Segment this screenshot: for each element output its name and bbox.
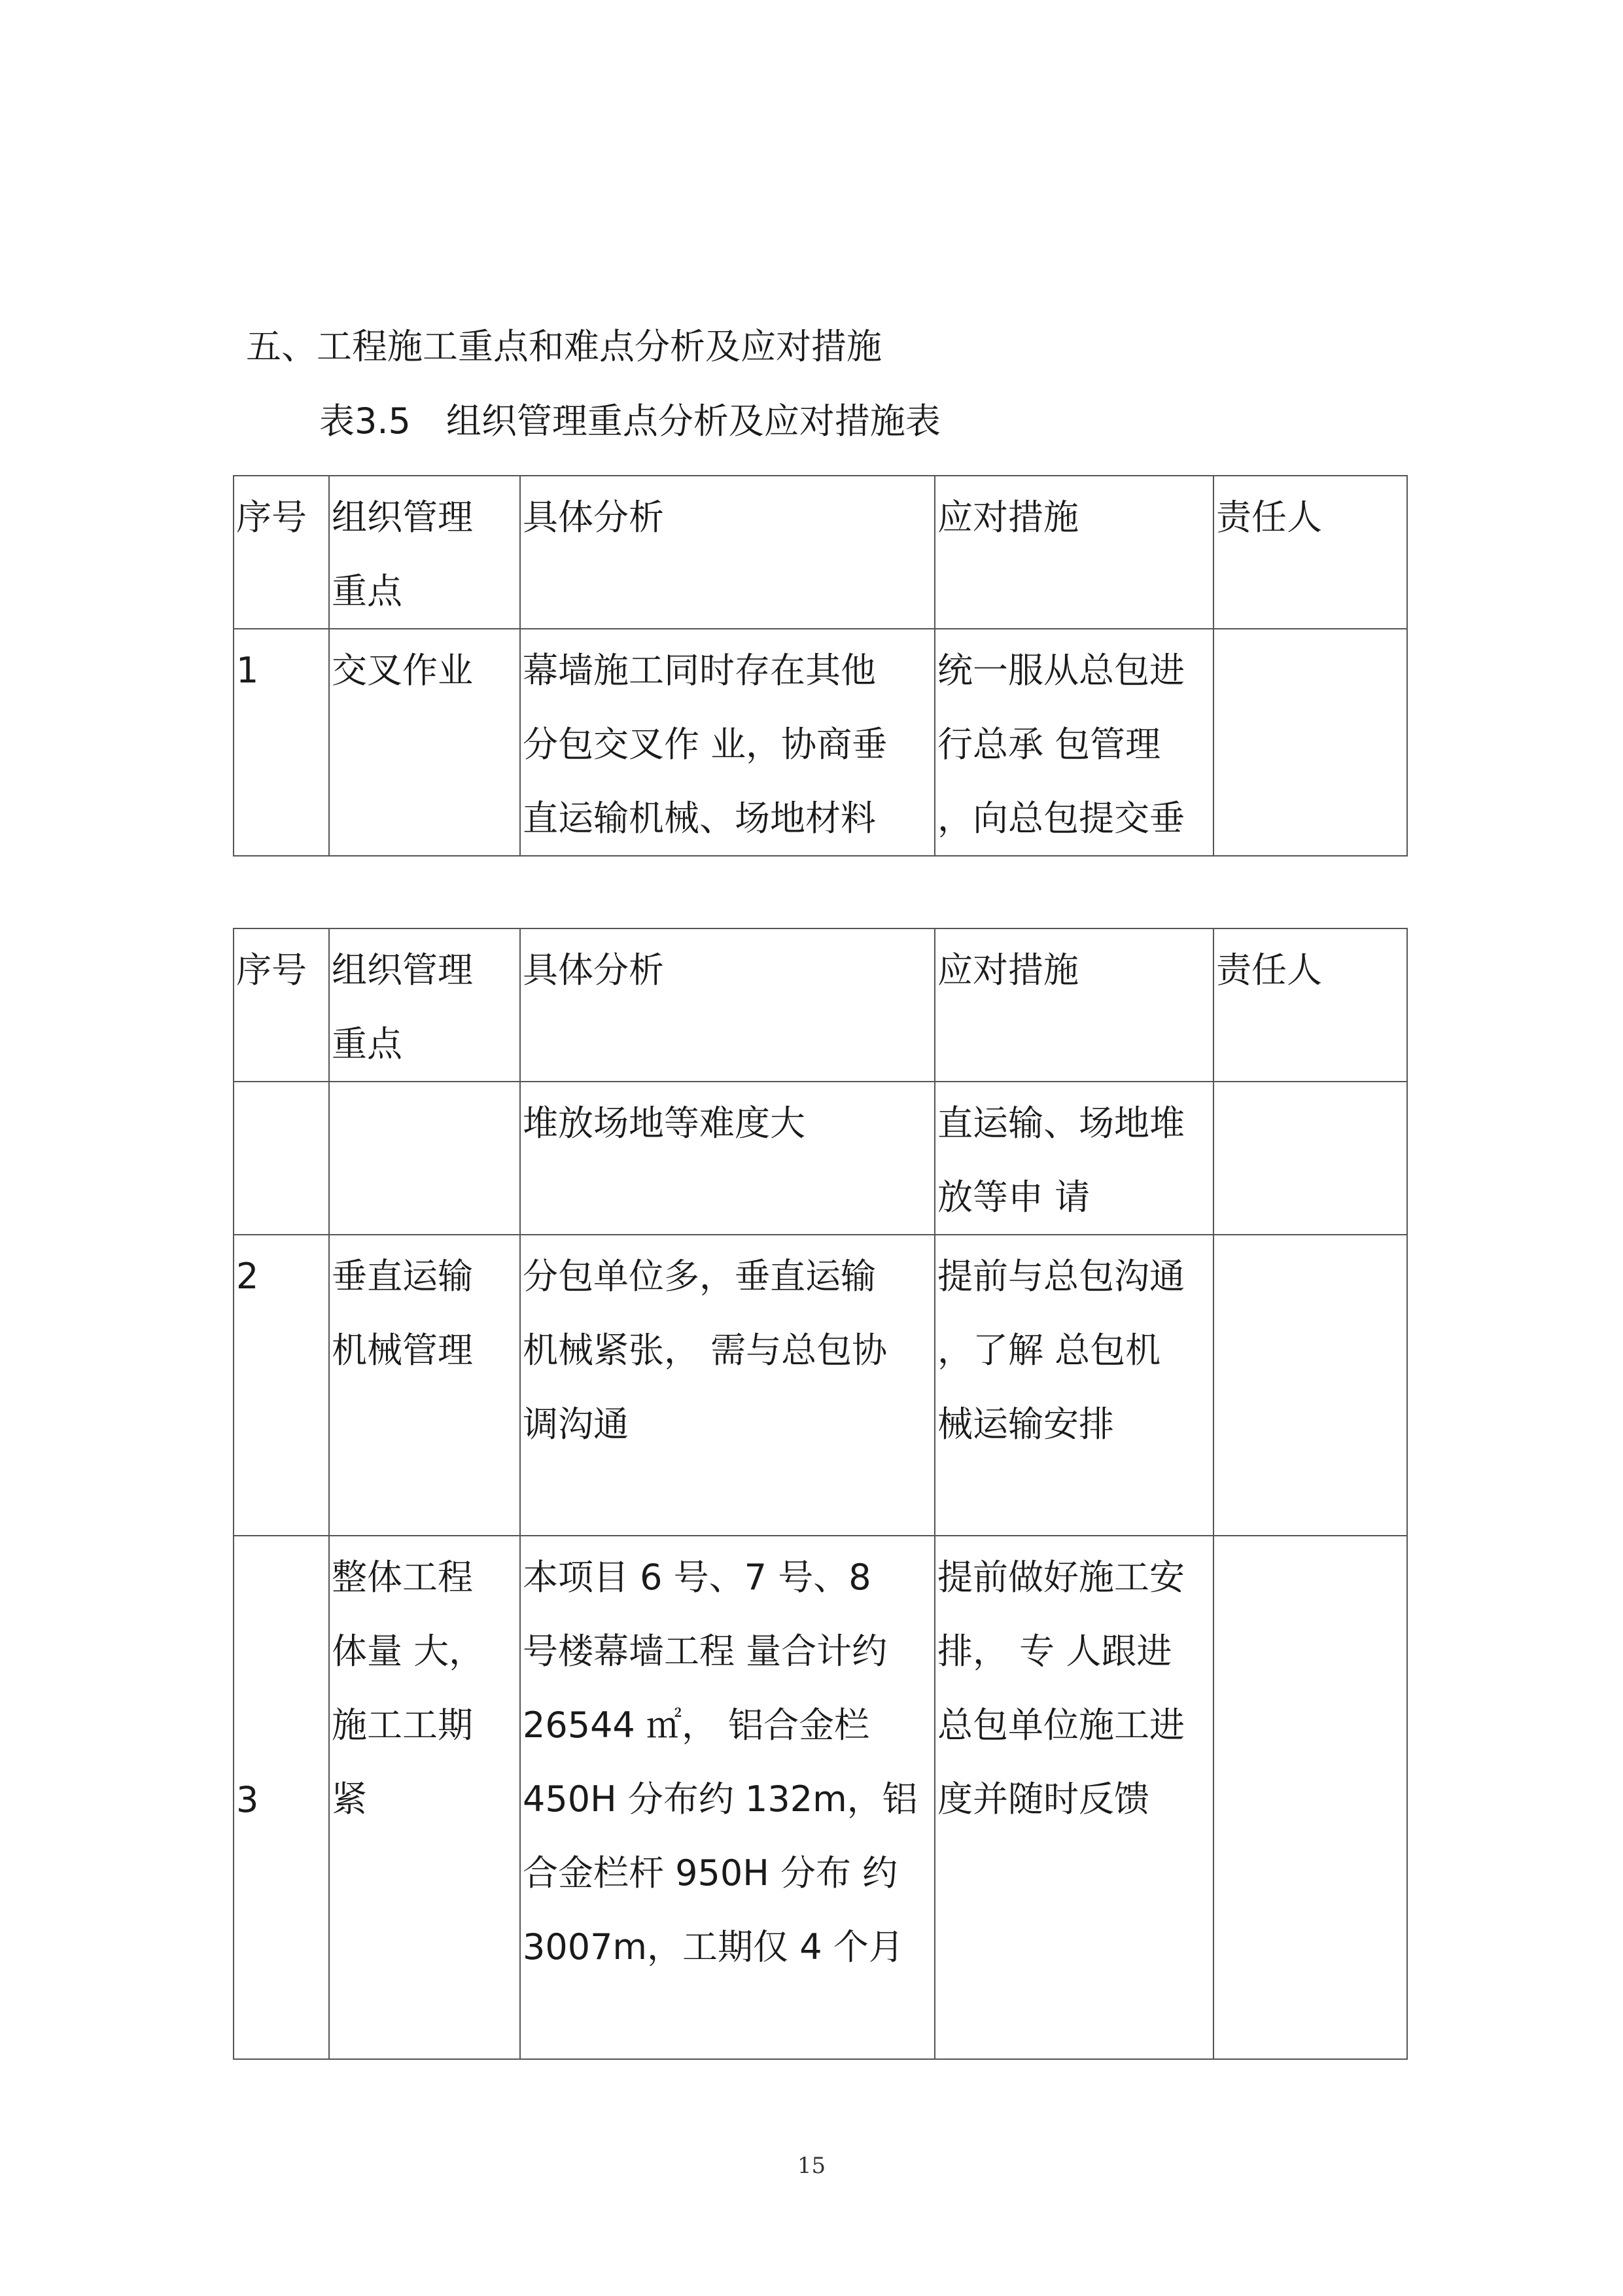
header-measures: 应对措施 bbox=[935, 928, 1213, 1082]
cell-key-point: 整体工程 体量 大， 施工工期 紧 bbox=[329, 1536, 520, 2059]
table-caption: 表3.5 组织管理重点分析及应对措施表 bbox=[319, 400, 941, 442]
section-heading: 五、工程施工重点和难点分析及应对措施 bbox=[246, 326, 882, 367]
cell-person bbox=[1213, 1536, 1407, 2059]
cell-person bbox=[1213, 1235, 1407, 1536]
header-key-point: 组织管理 重点 bbox=[329, 476, 520, 629]
table-header-row bbox=[234, 476, 1407, 629]
table-row bbox=[234, 629, 1407, 856]
header-measures: 应对措施 bbox=[935, 476, 1213, 629]
table-row bbox=[234, 1082, 1407, 1235]
cell-key-point: 垂直运输 机械管理 bbox=[329, 1235, 520, 1536]
cell-measures: 提前与总包沟通 ，了解 总包机 械运输安排 bbox=[935, 1235, 1213, 1536]
cell-analysis: 幕墙施工同时存在其他 分包交叉作 业，协商垂 直运输机械、场地材料 bbox=[520, 629, 935, 856]
cell-no: 3 bbox=[234, 1536, 329, 2059]
header-analysis: 具体分析 bbox=[520, 476, 935, 629]
header-key-point: 组织管理 重点 bbox=[329, 928, 520, 1082]
measures-table-part-2 bbox=[233, 928, 1408, 2060]
table-row bbox=[234, 1536, 1407, 2059]
header-person: 责任人 bbox=[1213, 476, 1407, 629]
cell-measures: 提前做好施工安 排， 专 人跟进 总包单位施工进 度并随时反馈 bbox=[935, 1536, 1213, 2059]
header-no: 序号 bbox=[234, 476, 329, 629]
header-analysis: 具体分析 bbox=[520, 928, 935, 1082]
cell-no: 2 bbox=[234, 1235, 329, 1536]
cell-no: 1 bbox=[234, 629, 329, 856]
cell-key-point bbox=[329, 1082, 520, 1235]
page-number: 15 bbox=[797, 2153, 826, 2179]
cell-key-point: 交叉作业 bbox=[329, 629, 520, 856]
cell-no bbox=[234, 1082, 329, 1235]
measures-table-part-1 bbox=[233, 475, 1408, 857]
header-no: 序号 bbox=[234, 928, 329, 1082]
header-person: 责任人 bbox=[1213, 928, 1407, 1082]
cell-analysis: 堆放场地等难度大 bbox=[520, 1082, 935, 1235]
cell-person bbox=[1213, 629, 1407, 856]
cell-analysis: 分包单位多，垂直运输 机械紧张， 需与总包协 调沟通 bbox=[520, 1235, 935, 1536]
cell-person bbox=[1213, 1082, 1407, 1235]
table-header-row bbox=[234, 928, 1407, 1082]
cell-analysis: 本项目 6 号、7 号、8 号楼幕墙工程 量合计约 26544 ㎡， 铝合金栏 450H 分布约 132m，铝 合金栏杆 950H 分布 约 3007m，工期仅 4 个月 bbox=[520, 1536, 935, 2059]
cell-measures: 直运输、场地堆 放等申 请 bbox=[935, 1082, 1213, 1235]
table-row bbox=[234, 1235, 1407, 1536]
cell-measures: 统一服从总包进 行总承 包管理 ，向总包提交垂 bbox=[935, 629, 1213, 856]
